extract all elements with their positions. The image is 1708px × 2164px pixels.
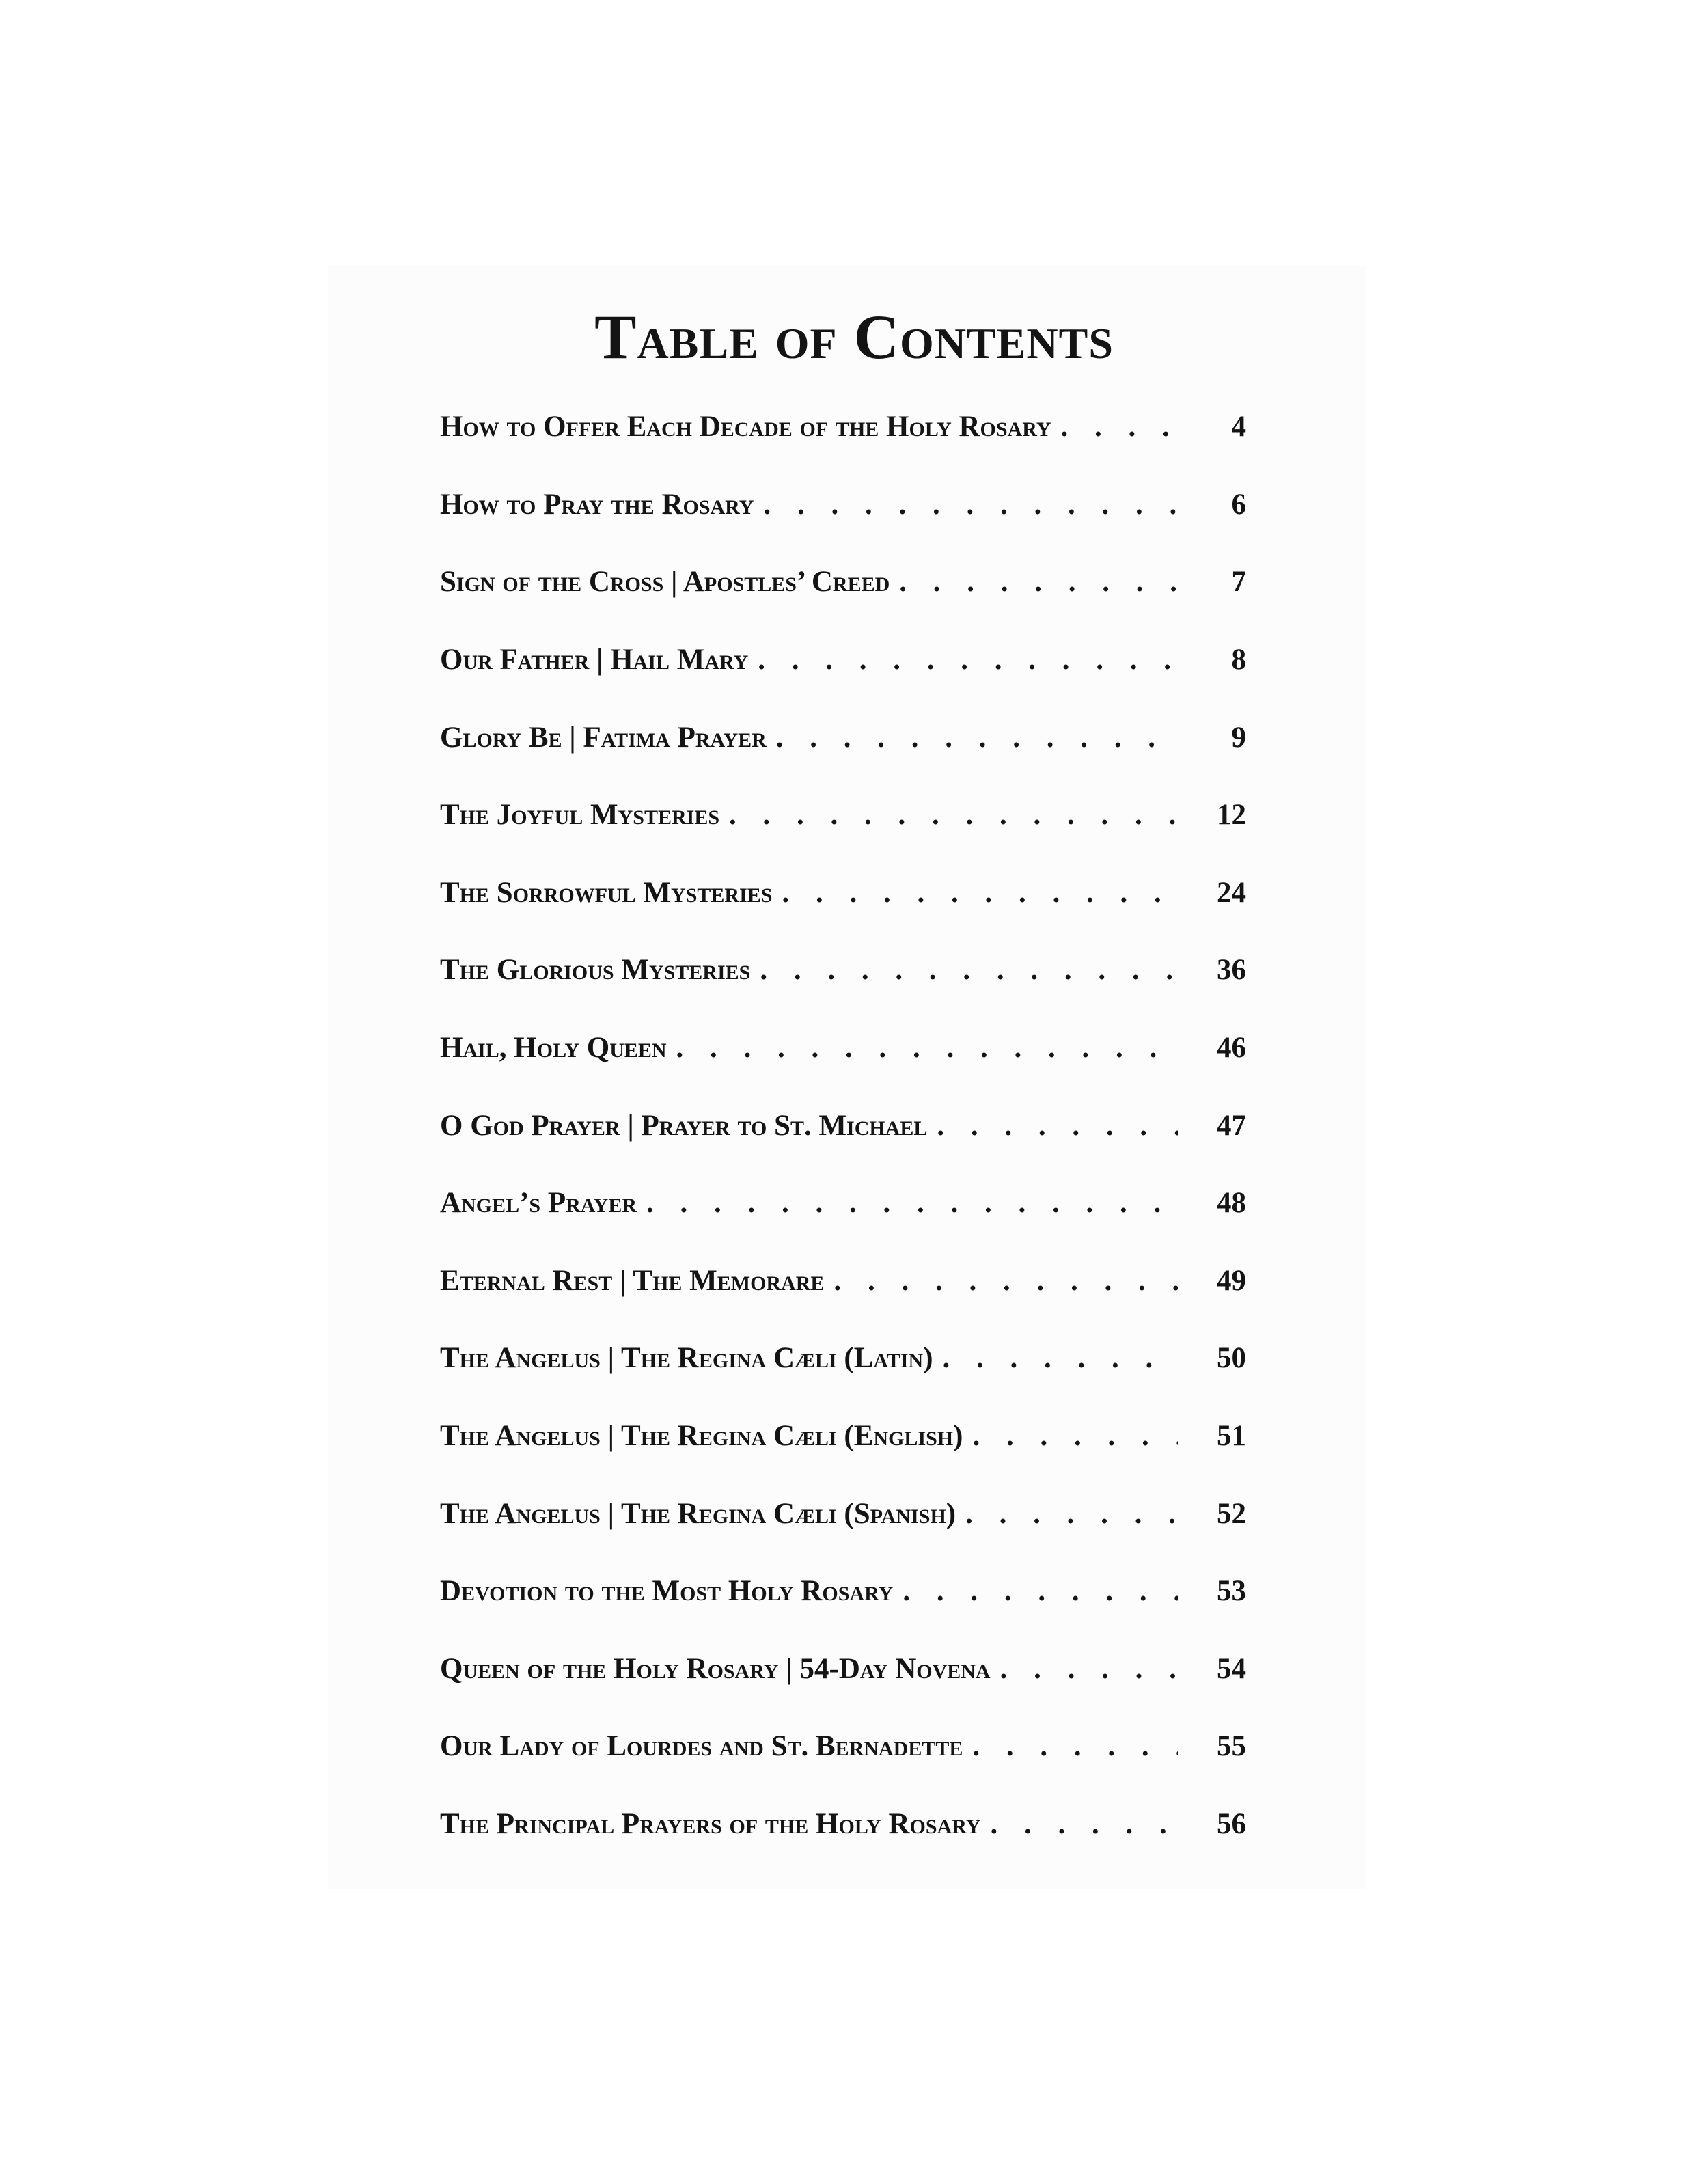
dot-leader — [637, 1186, 1178, 1220]
toc-entry[interactable] — [440, 621, 1246, 699]
dot-leader — [893, 1574, 1178, 1608]
dot-leader — [667, 1031, 1178, 1065]
toc-entry-title: Queen of the Holy Rosary | 54-Day Novena — [440, 1652, 991, 1685]
toc-entry-title: Sign of the Cross | Apostles’ Creed — [440, 566, 890, 599]
dot-leader — [767, 721, 1178, 754]
toc-page-number: 48 — [1217, 1187, 1246, 1220]
dot-leader — [963, 1729, 1178, 1763]
dot-leader — [772, 876, 1178, 909]
toc-page-number: 51 — [1217, 1420, 1246, 1453]
toc-entry[interactable] — [440, 1708, 1246, 1785]
toc-page-number: 56 — [1217, 1807, 1246, 1840]
toc-entry[interactable] — [440, 1086, 1246, 1164]
toc-entry-title: Devotion to the Most Holy Rosary — [440, 1575, 894, 1608]
toc-page-number: 24 — [1217, 876, 1246, 909]
toc-page-number: 7 — [1231, 566, 1246, 599]
dot-leader — [991, 1652, 1178, 1686]
toc-page-number: 6 — [1231, 488, 1246, 521]
toc-entry-title: The Angelus | The Regina Cæli (English) — [440, 1420, 963, 1453]
toc-page-number: 47 — [1217, 1109, 1246, 1142]
toc-entry-title: The Glorious Mysteries — [440, 954, 751, 987]
toc-entry-title: Hail, Holy Queen — [440, 1032, 667, 1065]
toc-entry-title: How to Pray the Rosary — [440, 488, 754, 521]
toc-entry-title: Our Father | Hail Mary — [440, 644, 749, 676]
toc-entry[interactable] — [440, 1319, 1246, 1397]
toc-entry[interactable] — [440, 1009, 1246, 1087]
toc-entry[interactable] — [440, 776, 1246, 854]
toc-entry-title: How to Offer Each Decade of the Holy Rosary — [440, 411, 1051, 443]
dot-leader — [963, 1419, 1178, 1453]
toc-entry[interactable] — [440, 931, 1246, 1009]
dot-leader — [956, 1497, 1178, 1531]
toc-entry-title: The Principal Prayers of the Holy Rosary — [440, 1807, 981, 1840]
toc-entry[interactable] — [440, 698, 1246, 776]
dot-leader — [719, 798, 1178, 832]
dot-leader — [748, 643, 1178, 676]
toc-entry[interactable] — [440, 1164, 1246, 1242]
toc-entry-title: The Sorrowful Mysteries — [440, 876, 773, 909]
toc-entry-title: Glory Be | Fatima Prayer — [440, 721, 767, 754]
toc-page-number: 9 — [1231, 721, 1246, 754]
toc-entry[interactable] — [440, 1397, 1246, 1475]
toc-entry-title: The Angelus | The Regina Cæli (Latin) — [440, 1342, 933, 1375]
toc-entry[interactable] — [440, 1785, 1246, 1863]
dot-leader — [933, 1341, 1178, 1375]
toc-entry[interactable] — [440, 1552, 1246, 1630]
dot-leader — [824, 1264, 1178, 1298]
toc-entry[interactable] — [440, 543, 1246, 621]
table-of-contents — [440, 388, 1246, 1863]
toc-page-number: 53 — [1217, 1575, 1246, 1608]
toc-entry[interactable] — [440, 854, 1246, 932]
toc-page-number: 50 — [1217, 1342, 1246, 1375]
toc-page-number: 12 — [1217, 799, 1246, 832]
toc-page-number: 46 — [1217, 1032, 1246, 1065]
dot-leader — [750, 953, 1178, 987]
dot-leader — [927, 1109, 1178, 1142]
page-title: Table of Contents — [594, 302, 1114, 372]
toc-entry-title: Our Lady of Lourdes and St. Bernadette — [440, 1730, 963, 1763]
toc-entry-title: Angel’s Prayer — [440, 1187, 637, 1220]
dot-leader — [890, 565, 1178, 599]
dot-leader — [754, 488, 1178, 521]
toc-page-number: 54 — [1217, 1652, 1246, 1685]
toc-entry-title: The Joyful Mysteries — [440, 799, 720, 832]
toc-page-number: 8 — [1231, 644, 1246, 676]
toc-page-number: 49 — [1217, 1264, 1246, 1297]
toc-page-number: 55 — [1217, 1730, 1246, 1763]
toc-entry[interactable] — [440, 1630, 1246, 1708]
toc-entry[interactable] — [440, 388, 1246, 466]
toc-entry[interactable] — [440, 1475, 1246, 1552]
toc-page-number: 4 — [1231, 411, 1246, 443]
toc-page-number: 36 — [1217, 954, 1246, 987]
dot-leader — [1051, 410, 1178, 443]
toc-entry-title: The Angelus | The Regina Cæli (Spanish) — [440, 1497, 956, 1530]
toc-page-number: 52 — [1217, 1497, 1246, 1530]
toc-entry-title: O God Prayer | Prayer to St. Michael — [440, 1109, 928, 1142]
toc-entry-title: Eternal Rest | The Memorare — [440, 1264, 825, 1297]
dot-leader — [981, 1807, 1178, 1841]
toc-entry[interactable] — [440, 1242, 1246, 1320]
toc-entry[interactable] — [440, 466, 1246, 544]
